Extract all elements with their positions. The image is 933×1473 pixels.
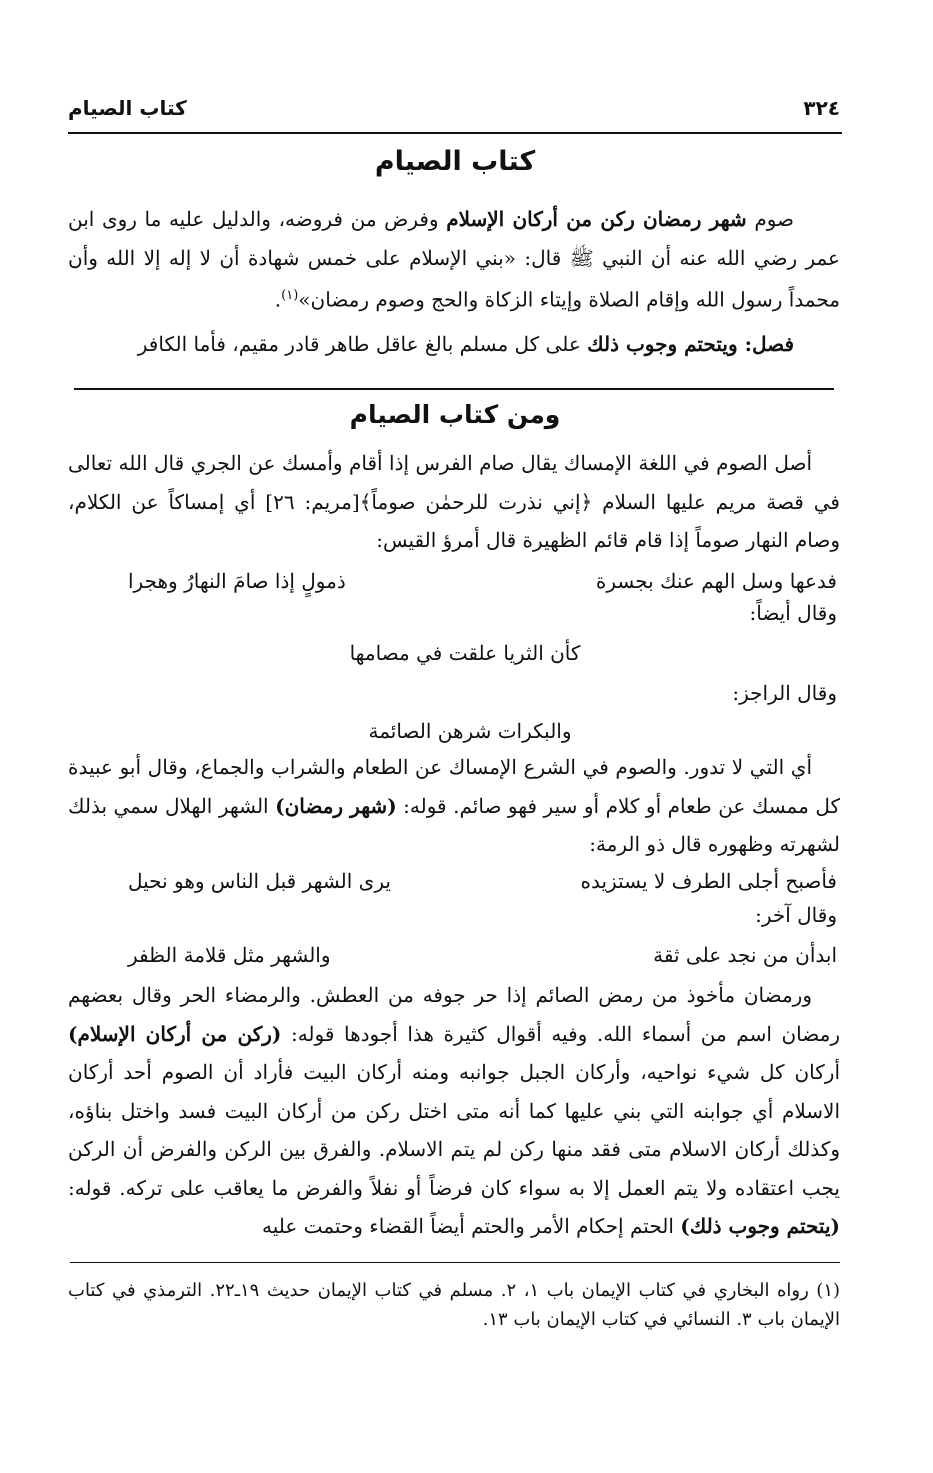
main-text-paragraph-2 xyxy=(68,325,840,364)
section-title-commentary: ومن كتاب الصيام xyxy=(349,400,561,429)
text-run: الشهر الهلال سمي بذلك لشهرته وظهوره قال ذو الرمة: xyxy=(68,793,840,856)
rajiz-line: وقال الراجز: xyxy=(732,681,837,705)
text-run: ورمضان مأخوذ من رمض الصائم إذا حر جوفه من العطش. والرمضاء الحر وقال بعضهم رمضان اسم من أسماء الله. وفيه أقوال كثيرة هذا أجودها قوله: xyxy=(68,983,840,1046)
verse-1-first-hemistich: فدعها وسل الهم عنك بجسرة xyxy=(595,569,837,593)
text-run: الحتم إحكام الأمر والحتم أيضاً القضاء وحتمت عليه xyxy=(262,1214,681,1238)
text-run: وفرض من فروضه، والدليل عليه ما روى ابن عمر رضي الله عنه أن النبي ﷺ قال: «بني الإسلام على خمس شهادة أن لا إله إلا الله وأن محمداً رسول الله وإقام الصلاة وإيتاء الزكاة والحج وصوم رمضان» xyxy=(68,207,840,312)
header-rule xyxy=(68,132,842,134)
footnote-marker: (١) xyxy=(281,288,299,303)
verse-4-second-hemistich: يرى الشهر قبل الناس وهو نحيل xyxy=(128,869,391,893)
footnote-rule xyxy=(70,1262,840,1263)
text-run: أي التي لا تدور. والصوم في الشرع الإمساك عن الطعام والشراب والجماع، وقال أبو عبيدة كل ممسك عن طعام أو كلام أو سير فهو صائم. قوله: xyxy=(68,755,840,818)
verse-5-first-hemistich: ابدأن من نجد على ثقة xyxy=(653,943,837,967)
section-title-main: كتاب الصيام xyxy=(374,146,536,177)
footnote-1: (١) رواه البخاري في كتاب الإيمان باب ١، ٢. مسلم في كتاب الإيمان حديث ١٩ـ٢٢. الترمذي في كتاب الإيمان باب ٣. النسائي في كتاب الإيمان باب ١٣. xyxy=(68,1280,841,1330)
verse-1-second-hemistich: ذمولٍ إذا صامَ النهارُ وهجرا xyxy=(128,569,346,593)
said-also-line: وقال أيضاً: xyxy=(749,601,837,625)
verse-2: كأن الثريا علقت في مصامها xyxy=(349,641,581,665)
commentary-paragraph-2 xyxy=(68,748,840,864)
running-title: كتاب الصيام xyxy=(68,96,187,120)
other-poet-line: وقال آخر: xyxy=(755,903,837,927)
page-number: ٣٢٤ xyxy=(803,96,840,120)
verse-5-second-hemistich: والشهر مثل قلامة الظفر xyxy=(128,943,331,967)
bold-run: فصل: ويتحتم وجوب ذلك xyxy=(587,332,794,356)
text-run: أركان كل شيء نواحيه، وأركان الجبل جوانبه ومنه أركان البيت فأراد أن الصوم أحد أركان الاسلام أي جوابنه التي بني عليها كما أنه متى اختل ركن من أركان البيت فسد واختل بناؤه، وكذلك أركان الاسلام متى فقد منها ركن لم يتم الاسلام. والفرق بين الركن والفرض أن الركن يجب اعتقاده ولا يتم العمل إلا به سواء كان فرضاً أو نفلاً والفرض ما يعاقب على تركه. قوله: xyxy=(68,1060,840,1200)
commentary-paragraph-3 xyxy=(68,976,840,1246)
commentary-paragraph-1: أصل الصوم في اللغة الإمساك يقال صام الفرس إذا أقام وأمسك عن الجري قال الله تعالى في قصة مريم عليها السلام ﴿إني نذرت للرحمٰن صوماً﴾[مريم: ٢٦] أي إمساكاً عن الكلام، وصام النهار صوماً إذا قام قائم الظهيرة قال أمرؤ القيس: xyxy=(68,451,840,552)
text-run: صوم xyxy=(746,207,795,231)
text-run: . xyxy=(274,287,282,312)
verse-3: والبكرات شرهن الصائمة xyxy=(368,719,572,743)
text-run: على كل مسلم بالغ عاقل طاهر قادر مقيم، فأما الكافر xyxy=(137,332,588,356)
bold-run: شهر رمضان ركن من أركان الإسلام xyxy=(446,207,747,231)
bold-run: (يتحتم وجوب ذلك) xyxy=(680,1214,840,1238)
commentary-divider xyxy=(74,388,834,390)
bold-run: (شهر رمضان) xyxy=(275,793,397,818)
bold-run: (ركن من أركان الإسلام) xyxy=(68,1021,282,1046)
running-head xyxy=(68,96,840,130)
verse-4-first-hemistich: فأصبح أجلى الطرف لا يستزيده xyxy=(580,869,837,893)
main-text-paragraph-1 xyxy=(68,200,840,319)
